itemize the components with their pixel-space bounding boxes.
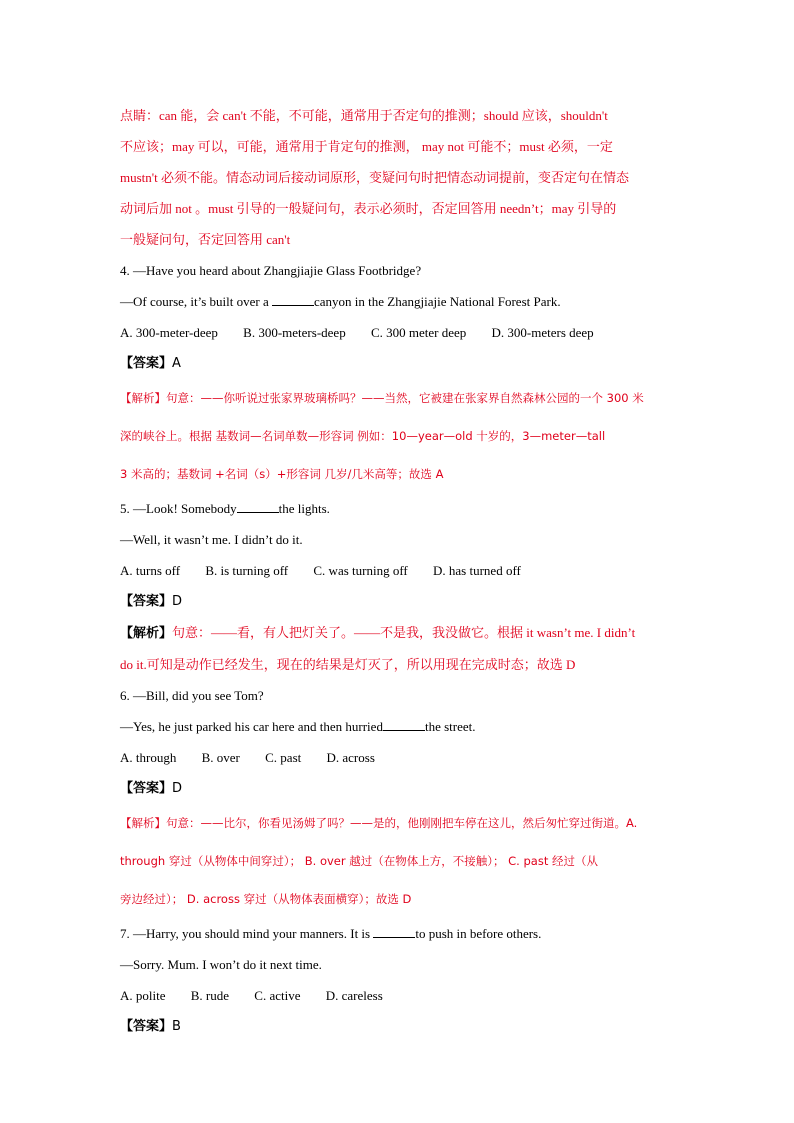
option-b: B. is turning off bbox=[205, 563, 289, 578]
answer-blank bbox=[237, 500, 279, 513]
tip-line: 点睛：can 能，会 can't 不能，不可能，通常用于否定句的推测；should 应该，shouldn't bbox=[120, 108, 608, 123]
tip-line: 动词后加 not 。must 引导的一般疑问句，表示必须时，否定回答用 needn’t；may 引导的 bbox=[120, 201, 617, 216]
question-4-analysis: 深的峡谷上。根据 基数词—名词单数—形容词 例如：10—year—old 十岁的，3—meter—tall bbox=[120, 429, 606, 443]
option-b: B. 300-meters-deep bbox=[243, 325, 346, 340]
tip-line: mustn't 必须不能。情态动词后接动词原形，变疑问句时把情态动词提前，变否定句在情态 bbox=[120, 170, 629, 185]
option-a: A. through bbox=[120, 750, 177, 765]
question-5 bbox=[120, 493, 680, 680]
tip-block bbox=[120, 100, 680, 255]
question-6-answer: 【答案】D bbox=[120, 781, 183, 796]
question-4-answer: 【答案】A bbox=[120, 356, 181, 371]
question-7-options bbox=[120, 980, 680, 1011]
option-d: D. careless bbox=[325, 988, 383, 1003]
question-6-analysis: 旁边经过）； D. across 穿过（从物体表面横穿）；故选 D bbox=[120, 892, 412, 906]
question-7-response: —Sorry. Mum. I won’t do it next time. bbox=[120, 957, 322, 972]
option-a: A. polite bbox=[120, 988, 166, 1003]
answer-blank bbox=[373, 925, 415, 938]
question-6-analysis: through 穿过（从物体中间穿过）； B. over 越过（在物体上方，不接触）； C. past 经过（从 bbox=[120, 854, 598, 868]
question-4-response: —Of course, it’s built over a canyon in the Zhangjiajie National Forest Park. bbox=[120, 294, 561, 309]
question-4 bbox=[120, 255, 680, 493]
option-c: C. past bbox=[265, 750, 302, 765]
question-4-analysis: 3 米高的；基数词 +名词（s）+形容词 几岁/几米高等；故选 A bbox=[120, 467, 444, 481]
answer-blank bbox=[272, 293, 314, 306]
question-5-analysis: do it.可知是动作已经发生，现在的结果是灯灭了，所以用现在完成时态；故选 D bbox=[120, 657, 576, 672]
option-c: C. 300 meter deep bbox=[370, 325, 467, 340]
question-7 bbox=[120, 918, 680, 1042]
question-7-answer: 【答案】B bbox=[120, 1019, 181, 1034]
option-c: C. was turning off bbox=[313, 563, 408, 578]
question-4-prompt: 4. —Have you heard about Zhangjiajie Glass Footbridge? bbox=[120, 263, 422, 278]
option-b: B. rude bbox=[190, 988, 230, 1003]
question-6-prompt: 6. —Bill, did you see Tom? bbox=[120, 688, 264, 703]
question-6-response: —Yes, he just parked his car here and then hurried the street. bbox=[120, 719, 476, 734]
question-6 bbox=[120, 680, 680, 918]
question-5-prompt: 5. —Look! Somebody the lights. bbox=[120, 501, 330, 516]
option-d: D. across bbox=[326, 750, 375, 765]
answer-blank bbox=[383, 718, 425, 731]
question-5-response: —Well, it wasn’t me. I didn’t do it. bbox=[120, 532, 303, 547]
question-7-prompt: 7. —Harry, you should mind your manners. It is to push in before others. bbox=[120, 926, 542, 941]
tip-line: 不应该；may 可以，可能，通常用于肯定句的推测， may not 可能不；must 必须，一定 bbox=[120, 139, 613, 154]
option-c: C. active bbox=[254, 988, 301, 1003]
document-page bbox=[120, 100, 680, 1042]
question-5-answer: 【答案】D bbox=[120, 594, 183, 609]
option-a: A. 300-meter-deep bbox=[120, 325, 218, 340]
tip-line: 一般疑问句，否定回答用 can't bbox=[120, 232, 291, 247]
question-6-options bbox=[120, 742, 680, 773]
option-a: A. turns off bbox=[120, 563, 181, 578]
question-4-options bbox=[120, 317, 680, 348]
question-5-analysis: 【解析】句意：——看，有人把灯关了。——不是我，我没做它。根据 it wasn’t me. I didn’t bbox=[120, 625, 636, 641]
question-6-analysis: 【解析】句意：——比尔，你看见汤姆了吗？——是的，他刚刚把车停在这儿，然后匆忙穿过街道。A. bbox=[120, 816, 638, 830]
option-d: D. 300-meters deep bbox=[491, 325, 594, 340]
question-4-analysis: 【解析】句意：——你听说过张家界玻璃桥吗？——当然，它被建在张家界自然森林公园的一个 300 米 bbox=[120, 391, 644, 405]
option-d: D. has turned off bbox=[433, 563, 521, 578]
question-5-options bbox=[120, 555, 680, 586]
option-b: B. over bbox=[201, 750, 240, 765]
